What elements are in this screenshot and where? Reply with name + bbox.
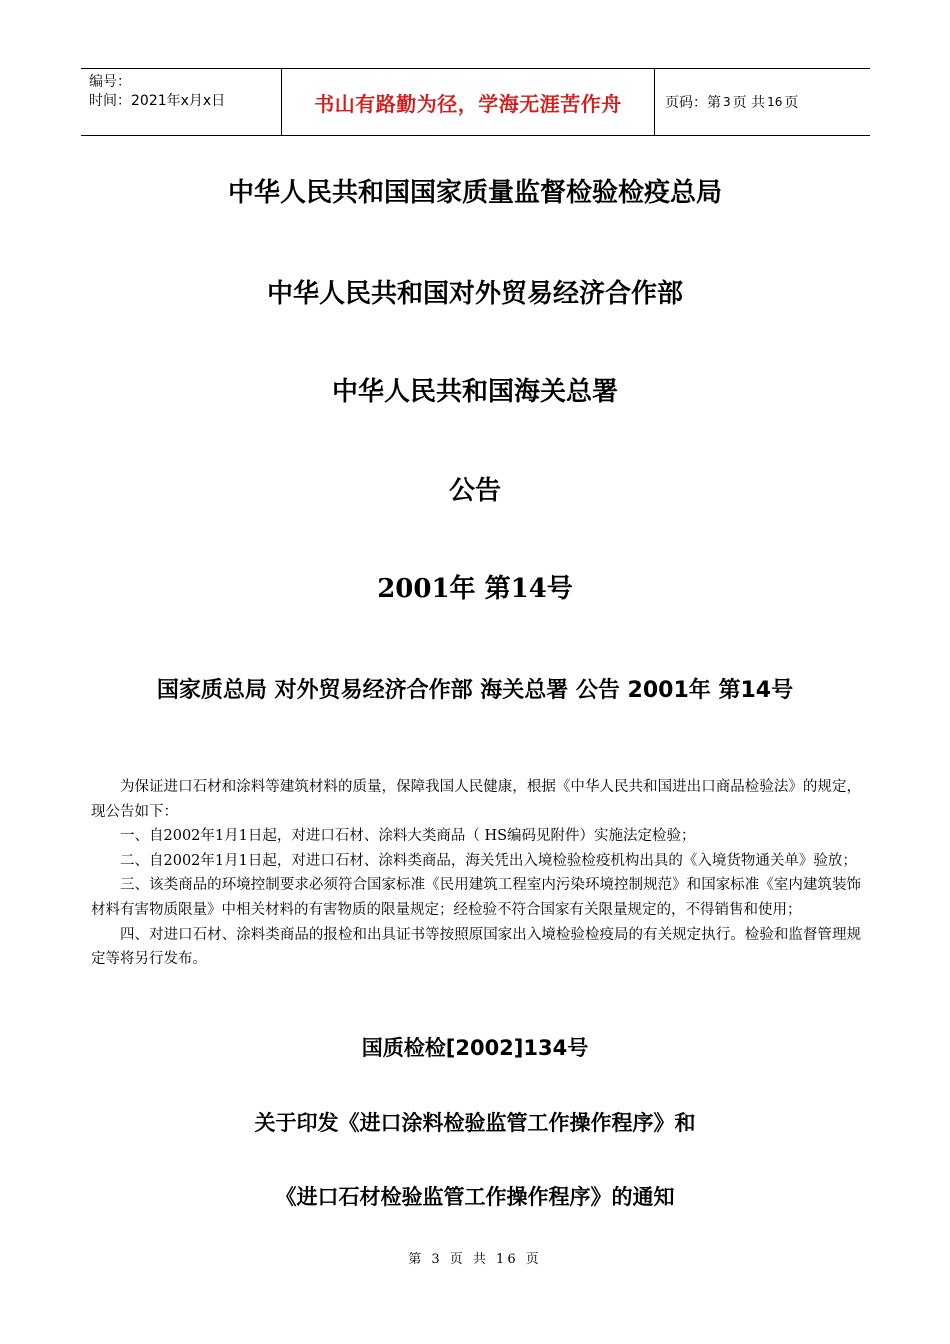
notice-title-line-2: 《进口石材检验监管工作操作程序》的通知 — [275, 1185, 675, 1209]
announcement-subtitle: 国家质总局 对外贸易经济合作部 海关总署 公告 2001年 第14号 — [156, 678, 794, 703]
title-customs: 中华人民共和国海关总署 — [331, 377, 618, 407]
paragraph-item-1: 一、自2002年1月1日起，对进口石材、涂料大类商品（ HS编码见附件）实施法定检验； — [120, 828, 696, 845]
page-mid: 页 共 — [732, 95, 766, 111]
doc-number-heading: 国质检检[2002]134号 — [361, 1036, 589, 1060]
announcement-body — [91, 775, 861, 972]
title-announcement: 公告 — [448, 476, 501, 506]
paragraph-intro: 为保证进口石材和涂料等建筑材料的质量，保障我国人民健康，根据《中华人民共和国进出口商品检验法》的规定，现公告如下： — [91, 779, 861, 820]
header-page-info — [655, 69, 870, 135]
title-aqsiq: 中华人民共和国国家质量监督检验检疫总局 — [227, 178, 722, 208]
doc-number-label: 编号： — [89, 74, 131, 90]
header-motto: 书山有路勤为径，学海无涯苦作舟 — [282, 69, 655, 135]
header-meta-cell — [81, 69, 282, 135]
header-table — [81, 68, 870, 136]
title-mofcom: 中华人民共和国对外贸易经济合作部 — [266, 279, 683, 309]
paragraph-item-2: 二、自2002年1月1日起，对进口石材、涂料类商品，海关凭出入境检验检疫机构出具的《入境货物通关单》验放； — [120, 852, 857, 869]
page-prefix: 页码：第 — [665, 95, 721, 111]
page-total: 16 — [767, 95, 783, 109]
paragraph-item-4: 四、对进口石材、涂料类商品的报检和出具证书等按照原国家出入境检验检疫局的有关规定执行。检验和监督管理规定等将另行发布。 — [91, 926, 861, 968]
paragraph-item-3: 三、该类商品的环境控制要求必须符合国家标准《民用建筑工程室内污染环境控制规范》和国家标准《室内建筑装饰材料有害物质限量》中相关材料的有害物质的限量规定；经检验不符合国家有关限量规定的，不得销售和使用； — [91, 877, 861, 918]
page-footer: 第 3 页 共 16 页 — [408, 1252, 542, 1267]
time-label: 时间：2021年x月x日 — [89, 93, 226, 109]
title-year-number: 2001年 第14号 — [377, 574, 573, 604]
notice-title-line-1: 关于印发《进口涂料检验监管工作操作程序》和 — [254, 1111, 696, 1135]
page-current: 3 — [723, 95, 731, 109]
page-suffix: 页 — [784, 95, 799, 111]
